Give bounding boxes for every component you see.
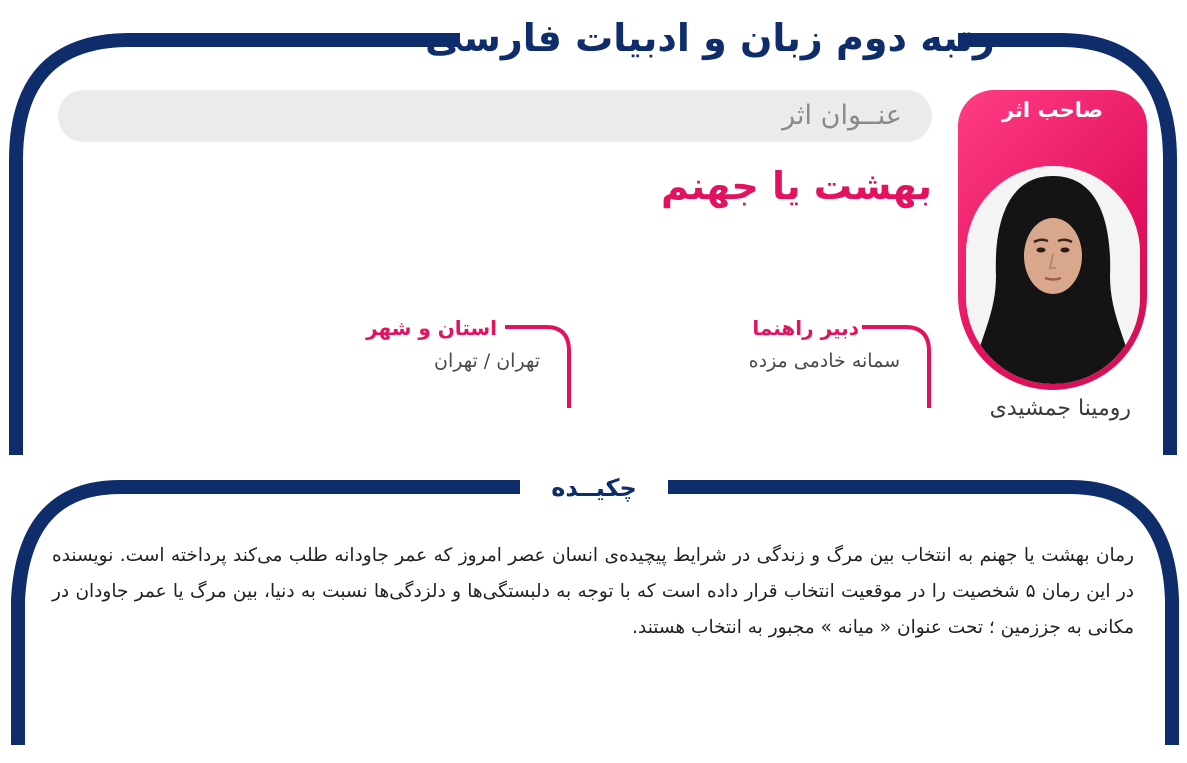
- work-title-label: عنــوان اثر: [782, 100, 902, 131]
- work-title: بهشت یا جهنم: [660, 164, 932, 208]
- abstract-text: رمان بهشت یا جهنم به انتخاب بین مرگ و زندگی در شرایط پیچیده‌ی انسان عصر امروز که عمر جاودانه طلب می‌کند پرداخته است. نویسنده در این رمان ۵ شخصیت را در موقعیت انتخاب قرار داده است که با توجه به دلبستگی‌ها و دلزدگی‌ها نسبت به دنیا، بین مرگ یا عمر جاودان در مکانی به جززمین ؛ تحت عنوان « میانه » مجبور به انتخاب هستند.: [52, 545, 1134, 638]
- location-value: تهران / تهران: [433, 350, 540, 372]
- rank-title: رتبه دوم زبان و ادبیات فارسی: [425, 16, 995, 60]
- abstract-title: چکیــده: [551, 474, 637, 502]
- supervisor-name: سمانه خادمی مزده: [748, 350, 900, 372]
- author-name: رومینا جمشیدی: [989, 396, 1131, 421]
- work-title-pill: [58, 90, 932, 142]
- author-card-label: صاحب اثر: [1001, 98, 1103, 122]
- author-photo: [966, 166, 1140, 384]
- location-label: استان و شهر: [366, 316, 497, 340]
- supervisor-label: دبیر راهنما: [752, 316, 859, 340]
